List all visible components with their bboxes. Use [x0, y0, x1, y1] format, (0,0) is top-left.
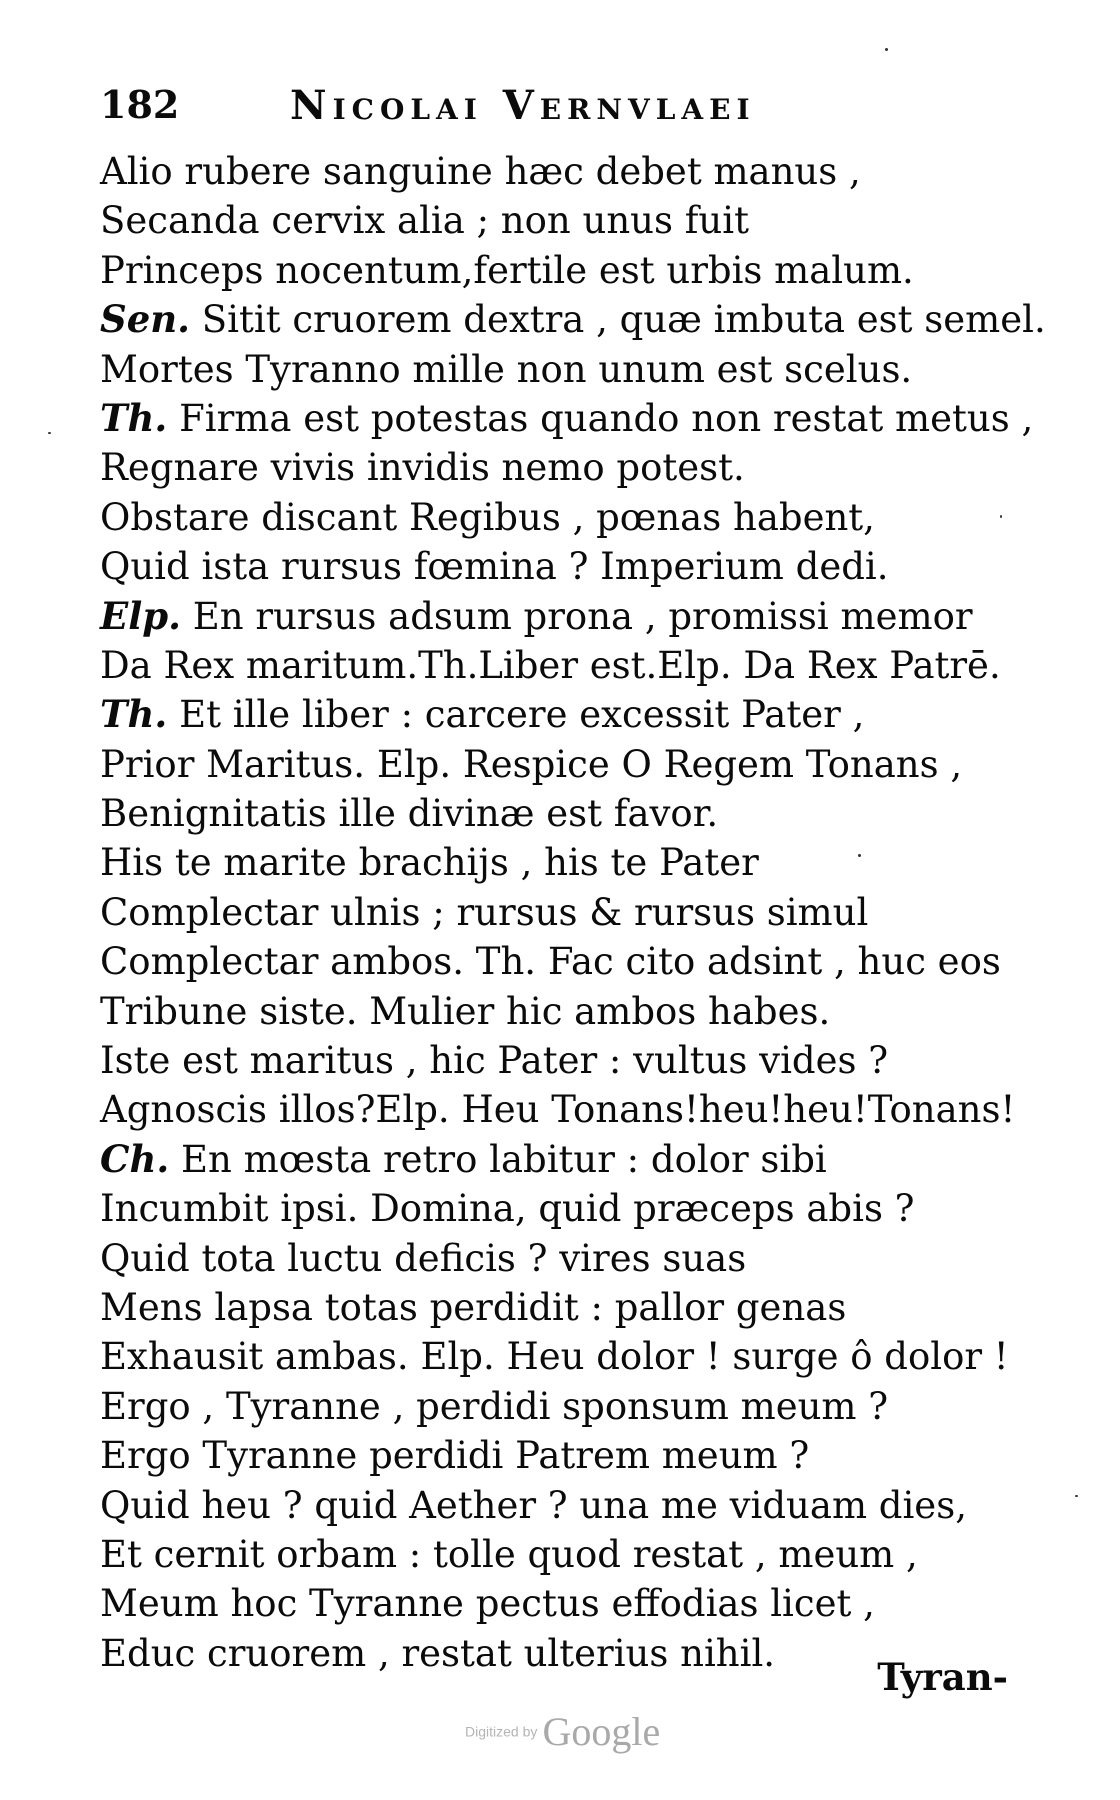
verse-line-text: En mœsta retro labitur : dolor sibi: [169, 1137, 827, 1181]
verse-line: [100, 1184, 1020, 1233]
verse-line-text: Regnare vivis invidis nemo potest.: [100, 446, 745, 490]
scan-speck: [1000, 515, 1002, 518]
speaker-label: Sen.: [100, 297, 191, 342]
catchword: Tyran-: [877, 1655, 1008, 1699]
verse-line: [100, 740, 1020, 789]
verse-line-text: Alio rubere sanguine hæc debet manus ,: [100, 150, 861, 193]
speaker-label: Elp.: [100, 593, 182, 638]
verse-line-text: Iste est maritus , hic Pater : vultus vides ?: [100, 1039, 889, 1083]
page-header: [100, 82, 880, 142]
scan-speck: [48, 432, 51, 434]
verse-line-text: Meum hoc Tyranne pectus effodias licet ,: [100, 1582, 875, 1626]
verse-line-text: Exhausit ambas. Elp. Heu dolor ! surge ô dolor !: [100, 1335, 1009, 1379]
verse-text: [100, 147, 1046, 1678]
verse-line-text: Prior Maritus. Elp. Respice O Regem Tonans ,: [100, 742, 963, 786]
verse-line-text: Quid ista rursus fœmina ? Imperium dedi.: [100, 545, 889, 589]
scan-speck: [1075, 1495, 1078, 1497]
verse-line-text: Complectar ambos. Th. Fac cito adsint , huc eos: [100, 940, 1001, 984]
verse-line: [100, 246, 1020, 295]
verse-line: [100, 196, 1020, 245]
verse-line: [100, 690, 1020, 739]
verse-line: [100, 1036, 1020, 1085]
verse-line: [100, 1085, 1020, 1134]
verse-line-text: Ergo , Tyranne , perdidi sponsum meum ?: [100, 1384, 889, 1428]
verse-line: [100, 1481, 1020, 1530]
verse-line-text: Agnoscis illos?Elp. Heu Tonans!heu!heu!Tonans!: [100, 1088, 1016, 1132]
verse-line-text: Educ cruorem , restat ulterius nihil.: [100, 1631, 776, 1675]
verse-line-text: Ergo Tyranne perdidi Patrem meum ?: [100, 1434, 810, 1478]
verse-line: [100, 1431, 1020, 1480]
verse-line: [100, 345, 1020, 394]
verse-line: [100, 493, 1020, 542]
verse-line: [100, 1234, 1020, 1283]
digitization-watermark: [465, 1708, 660, 1755]
verse-line: [100, 1579, 1020, 1628]
verse-line-text: Da Rex maritum.Th.Liber est.Elp. Da Rex Patrē.: [100, 643, 1001, 687]
verse-line: [100, 641, 1020, 690]
verse-line: [100, 1283, 1020, 1332]
verse-line: [100, 888, 1020, 937]
verse-line-text: Firma est potestas quando non restat metus ,: [167, 396, 1034, 440]
verse-line-text: Mens lapsa totas perdidit : pallor genas: [100, 1285, 847, 1329]
verse-line: [100, 789, 1020, 838]
verse-line: [100, 838, 1020, 887]
verse-line-text: Quid heu ? quid Aether ? una me viduam dies,: [100, 1483, 967, 1527]
scan-speck: [885, 48, 888, 51]
verse-line-text: Incumbit ipsi. Domina, quid præceps abis ?: [100, 1187, 915, 1231]
verse-line: [100, 542, 1020, 591]
verse-line-text: Et cernit orbam : tolle quod restat , meum ,: [100, 1532, 918, 1576]
speaker-label: Th.: [100, 692, 168, 737]
speaker-label: Th.: [100, 395, 168, 440]
verse-line-text: Sitit cruorem dextra , quæ imbuta est semel.: [190, 298, 1046, 342]
verse-line: [100, 592, 1020, 641]
running-head: Nicolai Vernvlaei: [290, 82, 756, 129]
verse-line: [100, 443, 1020, 492]
verse-line: [100, 987, 1020, 1036]
verse-line-text: Tribune siste. Mulier hic ambos habes.: [100, 989, 831, 1033]
verse-line: [100, 1530, 1020, 1579]
verse-line-text: Princeps nocentum,fertile est urbis malum.: [100, 248, 914, 292]
verse-line: [100, 1382, 1020, 1431]
verse-line-text: Quid tota luctu deficis ? vires suas: [100, 1236, 747, 1280]
verse-line: [100, 394, 1034, 443]
verse-line: [100, 1332, 1020, 1381]
verse-line-text: Benignitatis ille divinæ est favor.: [100, 792, 719, 836]
verse-line: [100, 295, 1046, 344]
speaker-label: Ch.: [100, 1136, 170, 1181]
verse-line-text: Secanda cervix alia ; non unus fuit: [100, 199, 749, 243]
verse-line-text: Mortes Tyranno mille non unum est scelus.: [100, 347, 913, 391]
verse-line-text: His te marite brachijs , his te Pater: [100, 841, 759, 885]
verse-line-text: Et ille liber : carcere excessit Pater ,: [167, 693, 865, 737]
verse-line: [100, 147, 1020, 196]
verse-line-text: Obstare discant Regibus , pœnas habent,: [100, 495, 875, 539]
verse-line: [100, 1135, 1020, 1184]
google-logo: Google: [542, 1709, 661, 1754]
digitized-by-label: Digitized by: [465, 1723, 538, 1740]
scan-speck: [858, 854, 861, 857]
verse-line: [100, 937, 1020, 986]
verse-line-text: Complectar ulnis ; rursus & rursus simul: [100, 890, 869, 934]
verse-line-text: En rursus adsum prona , promissi memor: [181, 594, 973, 638]
page-number: 182: [100, 82, 180, 127]
